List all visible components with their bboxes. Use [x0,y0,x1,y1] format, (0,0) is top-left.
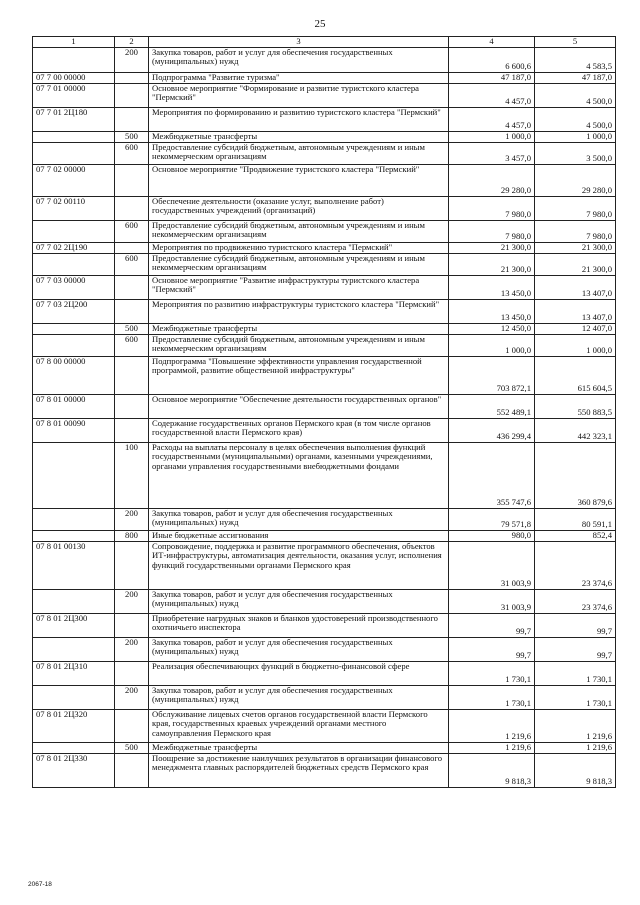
row-value-5: 4 500,0 [535,83,616,107]
row-name: Основное мероприятие "Продвижение туристского кластера "Пермский" [149,164,449,196]
row-value-4: 3 457,0 [449,142,535,164]
row-name: Мероприятия по продвижению туристского кластера "Пермский" [149,242,449,253]
row-value-4: 1 219,6 [449,709,535,742]
table-row [33,530,616,541]
table-row [33,418,616,442]
row-kind: 600 [115,142,149,164]
row-value-5: 23 374,6 [535,541,616,589]
table-row [33,142,616,164]
row-code: 07 7 00 00000 [33,72,115,83]
row-value-4: 1 219,6 [449,742,535,753]
row-value-5: 615 604,5 [535,356,616,394]
row-value-4: 7 980,0 [449,220,535,242]
row-value-5: 7 980,0 [535,220,616,242]
row-kind: 200 [115,637,149,661]
row-kind [115,661,149,685]
row-name: Межбюджетные трансферты [149,742,449,753]
row-kind [115,418,149,442]
row-kind: 500 [115,742,149,753]
row-value-4: 355 747,6 [449,442,535,508]
row-kind: 500 [115,323,149,334]
table-row [33,220,616,242]
table-row [33,742,616,753]
row-kind: 500 [115,131,149,142]
row-value-5: 1 000,0 [535,131,616,142]
row-code [33,589,115,613]
row-value-5: 1 219,6 [535,709,616,742]
row-name: Обслуживание лицевых счетов органов государственной власти Пермского края, государственных краевых учреждений органами местного самоуправления Пермского края [149,709,449,742]
row-code [33,442,115,508]
row-value-4: 4 457,0 [449,83,535,107]
row-value-5: 3 500,0 [535,142,616,164]
header-col-5: 5 [535,37,616,48]
row-code [33,220,115,242]
row-kind [115,299,149,323]
table-row [33,394,616,418]
row-value-4: 1 000,0 [449,131,535,142]
table-row [33,299,616,323]
row-name: Закупка товаров, работ и услуг для обеспечения государственных (муниципальных) нужд [149,47,449,72]
row-name: Межбюджетные трансферты [149,131,449,142]
table-row [33,508,616,530]
table-row [33,753,616,787]
row-value-5: 1 219,6 [535,742,616,753]
row-name: Основное мероприятие "Развитие инфраструктуры туристского кластера "Пермский" [149,275,449,299]
row-kind: 800 [115,530,149,541]
row-name: Предоставление субсидий бюджетным, автономным учреждениям и иным некоммерческим организациям [149,334,449,356]
row-value-5: 360 879,6 [535,442,616,508]
row-value-4: 79 571,8 [449,508,535,530]
row-code [33,685,115,709]
row-code: 07 8 00 00000 [33,356,115,394]
budget-table [32,36,616,788]
row-kind: 200 [115,508,149,530]
row-code [33,131,115,142]
row-name: Приобретение нагрудных знаков и бланков удостоверений производственного охотничьего инспектора [149,613,449,637]
table-header-row [33,37,616,48]
row-value-5: 1 000,0 [535,334,616,356]
table-row [33,107,616,131]
row-kind [115,275,149,299]
row-code [33,637,115,661]
table-row [33,442,616,508]
row-value-5: 1 730,1 [535,685,616,709]
row-kind [115,196,149,220]
row-name: Мероприятия по формированию и развитию туристского кластера "Пермский" [149,107,449,131]
row-value-5: 47 187,0 [535,72,616,83]
page-number: 25 [314,18,326,30]
row-code: 07 8 01 2Ц320 [33,709,115,742]
row-value-4: 9 818,3 [449,753,535,787]
row-kind: 100 [115,442,149,508]
row-kind [115,107,149,131]
row-kind [115,709,149,742]
header-col-4: 4 [449,37,535,48]
table-row [33,356,616,394]
table-row [33,661,616,685]
row-value-5: 1 730,1 [535,661,616,685]
table-row [33,589,616,613]
row-code: 07 7 03 00000 [33,275,115,299]
row-value-5: 12 407,0 [535,323,616,334]
row-value-5: 21 300,0 [535,242,616,253]
row-code [33,530,115,541]
row-kind: 200 [115,589,149,613]
row-name: Реализация обеспечивающих функций в бюджетно-финансовой сфере [149,661,449,685]
row-code [33,253,115,275]
row-name: Поощрение за достижение наилучших результатов в организации финансового менеджмента главных распорядителей бюджетных средств Пермского края [149,753,449,787]
row-value-5: 4 583,5 [535,47,616,72]
row-value-5: 13 407,0 [535,299,616,323]
row-value-4: 703 872,1 [449,356,535,394]
table-row [33,83,616,107]
row-code: 07 8 01 00130 [33,541,115,589]
row-value-4: 1 000,0 [449,334,535,356]
row-value-4: 29 280,0 [449,164,535,196]
row-kind [115,394,149,418]
row-kind [115,356,149,394]
row-code: 07 8 01 2Ц330 [33,753,115,787]
row-value-4: 436 299,4 [449,418,535,442]
row-name: Расходы на выплаты персоналу в целях обеспечения выполнения функций государственными (муниципальными) органами, казенными учреждениями, органами управления государственными внебюджетными фондами [149,442,449,508]
row-value-4: 21 300,0 [449,242,535,253]
row-code: 07 7 01 2Ц180 [33,107,115,131]
table-row [33,131,616,142]
row-value-4: 980,0 [449,530,535,541]
row-kind: 200 [115,685,149,709]
row-value-5: 99,7 [535,637,616,661]
row-name: Иные бюджетные ассигнования [149,530,449,541]
row-name: Мероприятия по развитию инфраструктуры туристского кластера "Пермский" [149,299,449,323]
row-kind [115,72,149,83]
row-name: Предоставление субсидий бюджетным, автономным учреждениям и иным некоммерческим организациям [149,220,449,242]
header-col-1: 1 [33,37,115,48]
table-row [33,47,616,72]
row-value-4: 552 489,1 [449,394,535,418]
row-value-5: 99,7 [535,613,616,637]
row-code: 07 7 03 2Ц200 [33,299,115,323]
row-code [33,334,115,356]
row-name: Основное мероприятие "Формирование и развитие туристского кластера "Пермский" [149,83,449,107]
row-value-5: 852,4 [535,530,616,541]
row-value-5: 80 591,1 [535,508,616,530]
table-row [33,242,616,253]
row-kind: 200 [115,47,149,72]
table-row [33,323,616,334]
row-value-5: 4 500,0 [535,107,616,131]
row-value-4: 31 003,9 [449,589,535,613]
row-name: Закупка товаров, работ и услуг для обеспечения государственных (муниципальных) нужд [149,685,449,709]
row-name: Закупка товаров, работ и услуг для обеспечения государственных (муниципальных) нужд [149,637,449,661]
footer-code: 2067-18 [28,881,52,888]
row-value-5: 7 980,0 [535,196,616,220]
row-value-4: 7 980,0 [449,196,535,220]
table-row [33,709,616,742]
row-value-5: 23 374,6 [535,589,616,613]
row-code: 07 8 01 2Ц310 [33,661,115,685]
row-kind: 600 [115,220,149,242]
row-name: Подпрограмма "Развитие туризма" [149,72,449,83]
row-value-4: 13 450,0 [449,299,535,323]
row-value-4: 1 730,1 [449,685,535,709]
row-code: 07 7 02 00000 [33,164,115,196]
row-code [33,742,115,753]
table-row [33,164,616,196]
row-kind: 600 [115,334,149,356]
table-row [33,685,616,709]
row-code: 07 7 02 00110 [33,196,115,220]
row-name: Содержание государственных органов Пермского края (в том числе органов государственной власти Пермского края) [149,418,449,442]
row-value-4: 12 450,0 [449,323,535,334]
row-name: Сопровождение, поддержка и развитие программного обеспечения, объектов ИТ-инфраструктуры, автоматизация деятельности, оказания услуг, исполнения функций государственными органами Пермского края [149,541,449,589]
row-kind [115,242,149,253]
row-code: 07 8 01 00000 [33,394,115,418]
table-row [33,334,616,356]
row-value-5: 550 883,5 [535,394,616,418]
table-row [33,253,616,275]
row-value-4: 47 187,0 [449,72,535,83]
row-kind [115,613,149,637]
row-value-4: 1 730,1 [449,661,535,685]
table-row [33,275,616,299]
row-value-4: 31 003,9 [449,541,535,589]
row-code: 07 7 02 2Ц190 [33,242,115,253]
row-code [33,508,115,530]
row-name: Предоставление субсидий бюджетным, автономным учреждениям и иным некоммерческим организациям [149,142,449,164]
row-code [33,323,115,334]
row-code: 07 8 01 2Ц300 [33,613,115,637]
row-name: Закупка товаров, работ и услуг для обеспечения государственных (муниципальных) нужд [149,589,449,613]
row-name: Межбюджетные трансферты [149,323,449,334]
row-kind: 600 [115,253,149,275]
row-kind [115,541,149,589]
row-kind [115,164,149,196]
row-value-4: 21 300,0 [449,253,535,275]
row-value-4: 99,7 [449,637,535,661]
row-value-5: 442 323,1 [535,418,616,442]
row-name: Закупка товаров, работ и услуг для обеспечения государственных (муниципальных) нужд [149,508,449,530]
row-name: Обеспечение деятельности (оказание услуг, выполнение работ) государственных учреждений (организаций) [149,196,449,220]
row-code [33,47,115,72]
header-col-2: 2 [115,37,149,48]
row-kind [115,83,149,107]
row-name: Подпрограмма "Повышение эффективности управления государственной программой, развитие общественной инфраструктуры" [149,356,449,394]
row-value-4: 99,7 [449,613,535,637]
row-value-4: 6 600,6 [449,47,535,72]
row-name: Основное мероприятие "Обеспечение деятельности государственных органов" [149,394,449,418]
row-value-5: 21 300,0 [535,253,616,275]
table-row [33,72,616,83]
table-row [33,541,616,589]
row-code [33,142,115,164]
table-row [33,613,616,637]
row-value-5: 13 407,0 [535,275,616,299]
table-row [33,196,616,220]
header-col-3: 3 [149,37,449,48]
row-value-4: 4 457,0 [449,107,535,131]
row-code: 07 7 01 00000 [33,83,115,107]
row-name: Предоставление субсидий бюджетным, автономным учреждениям и иным некоммерческим организациям [149,253,449,275]
row-kind [115,753,149,787]
table-row [33,637,616,661]
row-value-5: 9 818,3 [535,753,616,787]
row-value-4: 13 450,0 [449,275,535,299]
row-code: 07 8 01 00090 [33,418,115,442]
row-value-5: 29 280,0 [535,164,616,196]
